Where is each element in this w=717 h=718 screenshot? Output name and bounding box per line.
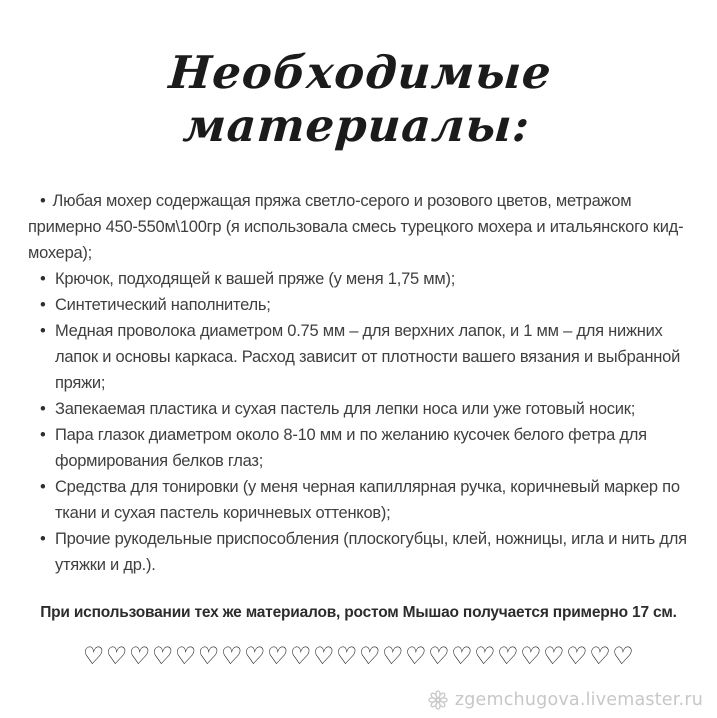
bullet-icon: • [40,322,46,340]
livemaster-flower-logo-icon [428,690,448,710]
watermark [428,690,703,710]
materials-list [28,188,690,578]
list-item [28,318,690,396]
list-item-text: Крючок, подходящей к вашей пряже (у меня 1,75 мм); [55,270,456,288]
watermark-text: zgemchugova.livemaster.ru [454,690,703,710]
list-item-text: Пара глазок диаметром около 8-10 мм и по желанию кусочек белого фетра для формирования белков глаз; [55,426,647,470]
list-item [28,292,690,318]
list-item-text: Медная проволока диаметром 0.75 мм – для верхних лапок, и 1 мм – для нижних лапок и основы каркаса. Расход зависит от плотности вашего вязания и выбранной пряжи; [55,322,681,392]
list-item-text: Прочие рукодельные приспособления (плоскогубцы, клей, ножницы, игла и нить для утяжки и др.). [55,530,687,574]
list-item-text: Средства для тонировки (у меня черная капиллярная ручка, коричневый маркер по ткани и сухая пастель коричневых оттенков); [55,478,680,522]
bullet-icon: • [40,400,46,418]
bullet-icon: • [40,192,46,210]
list-item [28,422,690,474]
list-item-text: Любая мохер содержащая пряжа светло-серого и розового цветов, метражом примерно 450-550м\100гр (я использовала смесь турецкого мохера и итальянского кид-мохера); [28,192,684,262]
bullet-icon: • [40,270,46,288]
list-item [28,266,690,292]
list-item [28,526,690,578]
list-item-text: Синтетический наполнитель; [55,296,271,314]
page-title: Необходимые материалы: [167,46,554,152]
hearts-divider: ♡♡♡♡♡♡♡♡♡♡♡♡♡♡♡♡♡♡♡♡♡♡♡♡ [80,642,637,670]
list-item [28,474,690,526]
bullet-icon: • [40,296,46,314]
bullet-icon: • [40,478,46,496]
list-item [28,396,690,422]
bullet-icon: • [40,530,46,548]
list-item-text: Запекаемая пластика и сухая пастель для лепки носа или уже готовый носик; [55,400,636,418]
list-item [28,188,690,266]
bullet-icon: • [40,426,46,444]
size-note: При использовании тех же материалов, ростом Мышао получается примерно 17 см. [40,604,677,621]
